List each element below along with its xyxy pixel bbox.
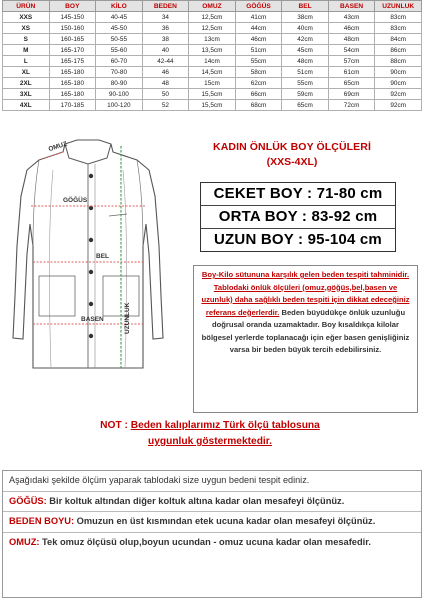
size-cell: 14cm [189,56,236,67]
note-text: Beden kalıplarımız Türk ölçü tablosuna uygunluk göstermektedir. [130,420,320,447]
size-cell: 88cm [375,56,422,67]
size-cell: 160-165 [49,34,96,45]
size-cell: 4XL [3,100,50,111]
boy-lengths-box [200,182,396,252]
gogus-label: GÖĞÜS [63,197,88,204]
info-normal-text: Beden büyüdükçe önlük uzunluğu doğrusal oranda uzamaktadır. Boy kısaldıkça kilolar bölgesel yerlerde toplanacağı için eğer basen genişliğiniz varsa bir beden büyük tercih edebilirsiniz. [201,307,410,354]
size-cell: 48cm [328,34,375,45]
size-cell: 92cm [375,89,422,100]
col-header-kilo: KİLO [96,1,143,12]
gogus-text: Bir koltuk altından diğer koltuk altına kadar olan mesafeyi ölçünüz. [46,495,345,506]
size-cell: 83cm [375,23,422,34]
size-row [3,34,422,45]
size-cell: 12,5cm [189,23,236,34]
size-cell: 41cm [235,12,282,23]
size-cell: 80-90 [96,78,143,89]
size-cell: 3XL [3,89,50,100]
omuz-text: Tek omuz ölçüsü olup,boyun ucundan - omuz ucuna kadar olan mesafedir. [39,536,371,547]
uzun-boy-row: UZUN BOY : 95-104 cm [214,231,382,248]
gogus-instruction [3,492,421,513]
size-cell: 55-60 [96,45,143,56]
size-cell: 61cm [328,67,375,78]
size-cell: 68cm [235,100,282,111]
col-header-omuz: OMUZ [189,1,236,12]
size-cell: 15cm [189,78,236,89]
size-cell: 45-50 [96,23,143,34]
omuz-key: OMUZ: [9,536,40,547]
size-cell: 13cm [189,34,236,45]
size-cell: 90cm [375,78,422,89]
size-cell: 38cm [282,12,329,23]
col-header-uzunluk: UZUNLUK [375,1,422,12]
size-cell: 84cm [375,34,422,45]
size-cell: XL [3,67,50,78]
size-cell: L [3,56,50,67]
size-cell: 83cm [375,12,422,23]
beden-text: Omuzun en üst kısmından etek ucuna kadar olan mesafeyi ölçünüz. [74,516,376,526]
col-header-boy: BOY [49,1,96,12]
size-cell: 45cm [282,45,329,56]
col-header-beden: BEDEN [142,1,189,12]
size-cell: 42cm [282,34,329,45]
uzunluk-label: UZUNLUK [124,302,131,334]
size-cell: 40 [142,45,189,56]
size-cell: 60-70 [96,56,143,67]
size-cell: 92cm [375,100,422,111]
size-cell: 90cm [375,67,422,78]
size-cell: 150-160 [49,23,96,34]
title-box [182,137,402,182]
size-table-body [3,12,422,111]
size-cell: 43cm [328,12,375,23]
size-cell: 40cm [282,23,329,34]
size-cell: 65cm [328,78,375,89]
size-cell: M [3,45,50,56]
size-row [3,78,422,89]
size-cell: 42-44 [142,56,189,67]
size-cell: 70-80 [96,67,143,78]
size-cell: 38 [142,34,189,45]
size-cell: 50 [142,89,189,100]
size-cell: 69cm [328,89,375,100]
size-cell: 46cm [328,23,375,34]
col-header-bel: BEL [282,1,329,12]
col-header-basen: BASEN [328,1,375,12]
size-cell: 65cm [282,100,329,111]
size-cell: 51cm [235,45,282,56]
size-cell: 14,5cm [189,67,236,78]
info-red-text: Boy-Kilo sütununa karşılık gelen beden tespiti tahminidir. Tablodaki önlük ölçüleri (omuz,göğüs,bel,basen ve uzunluk) daha sağlıklı beden tespiti için dikkat edeceğiniz referans değerlerdir. [201,270,410,317]
size-cell: 90-100 [96,89,143,100]
orta-boy-row: ORTA BOY : 83-92 cm [201,206,395,229]
size-cell: 59cm [282,89,329,100]
size-cell: 2XL [3,78,50,89]
page-title: KADIN ÖNLÜK BOY ÖLÇÜLERİ [213,141,371,153]
size-cell: 50-55 [96,34,143,45]
size-cell: 145-150 [49,12,96,23]
size-cell: XS [3,23,50,34]
size-row [3,89,422,100]
beden-key: BEDEN BOYU: [9,516,75,526]
size-cell: 57cm [328,56,375,67]
size-cell: 165-180 [49,67,96,78]
size-table [2,0,422,111]
size-row [3,12,422,23]
size-cell: 34 [142,12,189,23]
size-cell: 48cm [282,56,329,67]
size-cell: 51cm [282,67,329,78]
size-cell: 54cm [328,45,375,56]
size-cell: 100-120 [96,100,143,111]
size-cell: 165-180 [49,78,96,89]
size-range-subtitle: (XXS-4XL) [266,156,318,168]
size-cell: 46 [142,67,189,78]
size-cell: 55cm [282,78,329,89]
size-cell: 15,5cm [189,89,236,100]
size-cell: 66cm [235,89,282,100]
bel-label: BEL [96,253,109,260]
basen-label: BASEN [81,316,104,323]
gogus-key: GÖĞÜS: [9,495,47,506]
omuz-instruction [3,533,421,553]
size-cell: 72cm [328,100,375,111]
omuz-label: OMUZ [47,140,69,154]
jacket-diagram [3,136,173,376]
instructions-intro: Aşağıdaki şekilde ölçüm yaparak tablodaki size uygun bedeni tespit ediniz. [3,471,421,492]
size-cell: 40-45 [96,12,143,23]
size-cell: 46cm [235,34,282,45]
col-header-gogus: GÖĞÜS [235,1,282,12]
measurement-instructions [2,470,422,598]
size-cell: 86cm [375,45,422,56]
size-cell: 165-180 [49,89,96,100]
note-box [78,418,342,456]
size-cell: 58cm [235,67,282,78]
size-cell: 44cm [235,23,282,34]
size-cell: 52 [142,100,189,111]
size-row [3,100,422,111]
size-cell: 55cm [235,56,282,67]
beden-boyu-instruction [3,512,421,533]
size-cell: S [3,34,50,45]
size-cell: 170-185 [49,100,96,111]
size-cell: 12,5cm [189,12,236,23]
size-cell: 13,5cm [189,45,236,56]
size-cell: XXS [3,12,50,23]
size-row [3,45,422,56]
size-table-header-row [3,1,422,12]
ceket-boy-row: CEKET BOY : 71-80 cm [201,183,395,206]
size-row [3,67,422,78]
col-header-urun: ÜRÜN [3,1,50,12]
info-box [193,265,418,413]
size-cell: 36 [142,23,189,34]
size-row [3,56,422,67]
size-cell: 62cm [235,78,282,89]
note-prefix: NOT : [100,420,131,431]
size-cell: 165-175 [49,56,96,67]
size-row [3,23,422,34]
size-cell: 48 [142,78,189,89]
size-cell: 15,5cm [189,100,236,111]
size-cell: 165-170 [49,45,96,56]
